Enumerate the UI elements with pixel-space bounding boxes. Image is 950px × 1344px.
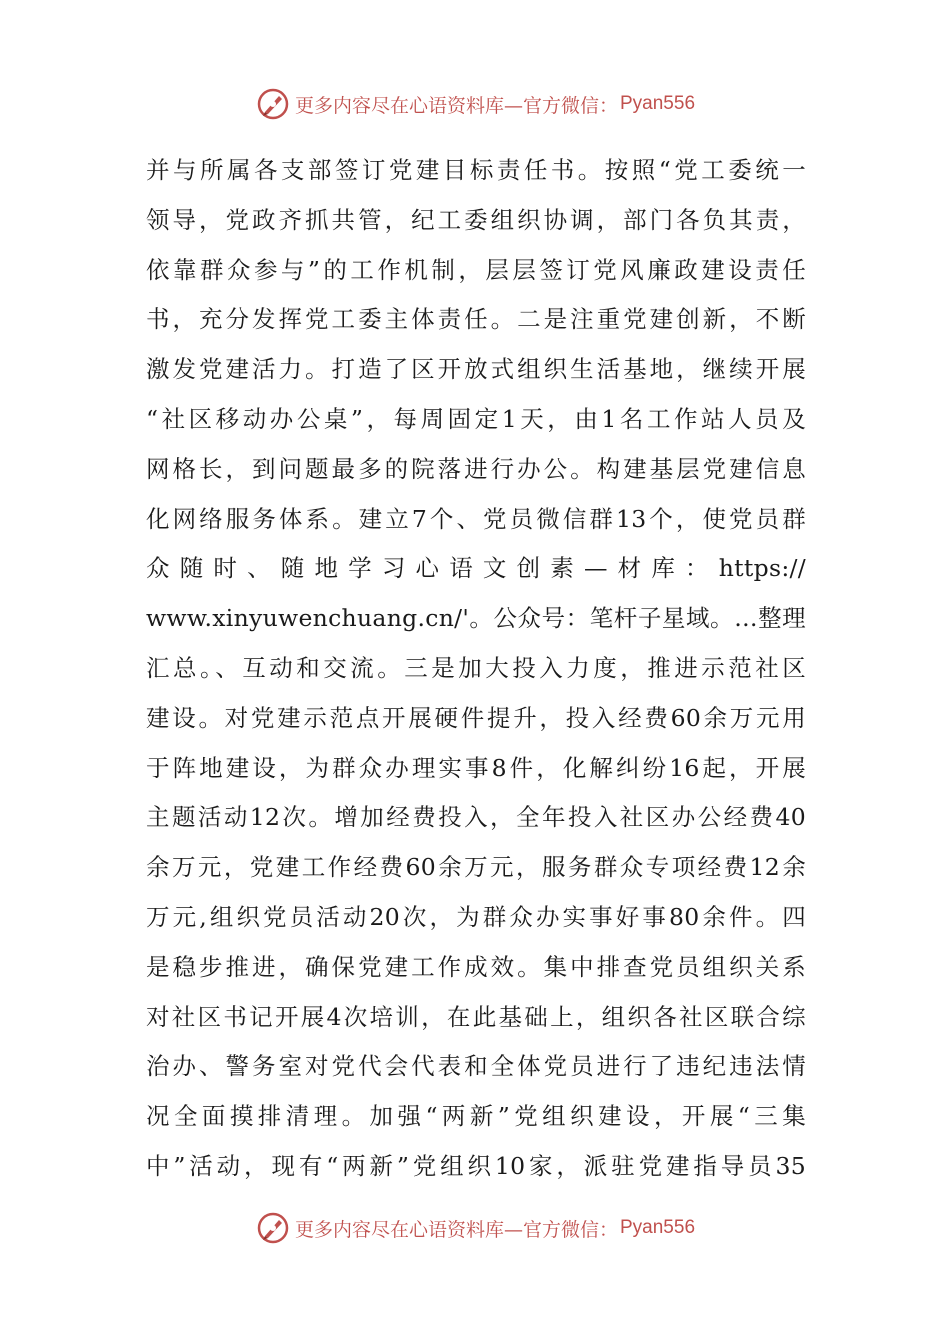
body-line: 中”活动，现有“两新”党组织10家，派驻党建指导员35 — [146, 1151, 806, 1180]
watermark-text: 更多内容尽在心语资料库—官方微信： — [294, 94, 618, 117]
pen-logo-icon — [255, 1210, 291, 1246]
body-line: 依靠群众参与”的工作机制，层层签订党风廉政建设责任 — [146, 255, 806, 284]
body-line: “社区移动办公桌”，每周固定1天，由1名工作站人员及 — [146, 404, 806, 433]
body-line: 余万元，党建工作经费60余万元，服务群众专项经费12余 — [146, 853, 806, 882]
body-line: 化网络服务体系。建立7个、党员微信群13个，使党员群 — [146, 504, 806, 533]
body-line: 是稳步推进，确保党建工作成效。集中排查党员组织关系 — [146, 952, 806, 981]
body-line: 汇总。、互动和交流。三是加大投入力度，推进示范社区 — [146, 653, 806, 682]
body-line: 建设。对党建示范点开展硬件提升，投入经费60余万元用 — [146, 703, 806, 732]
document-body — [146, 146, 806, 1192]
watermark-wechat-id: Pyan556 — [620, 93, 696, 114]
body-line: 众随时、随地学习心语文创素—材库：https:// — [146, 554, 806, 583]
body-line: 对社区书记开展4次培训，在此基础上，组织各社区联合综 — [146, 1002, 806, 1031]
header-watermark — [0, 84, 950, 124]
body-line: 领导，党政齐抓共管，纪工委组织协调，部门各负其责， — [146, 205, 806, 234]
body-line: www.xinyuwenchuang.cn/'。公众号：笔杆子星域。…整理 — [146, 604, 806, 633]
body-line: 于阵地建设，为群众办理实事8件，化解纠纷16起，开展 — [146, 753, 806, 782]
body-line: 激发党建活力。打造了区开放式组织生活基地，继续开展 — [146, 355, 806, 384]
body-line: 万元,组织党员活动20次，为群众办实事好事80余件。四 — [146, 902, 806, 931]
body-line: 况全面摸排清理。加强“两新”党组织建设，开展“三集 — [146, 1102, 806, 1131]
watermark-text: 更多内容尽在心语资料库—官方微信： — [294, 1218, 618, 1241]
watermark-wechat-id: Pyan556 — [620, 1217, 696, 1238]
body-line: 主题活动12次。增加经费投入，全年投入社区办公经费40 — [146, 803, 806, 832]
body-line: 治办、警务室对党代会代表和全体党员进行了违纪违法情 — [146, 1052, 806, 1081]
body-line: 网格长，到问题最多的院落进行办公。构建基层党建信息 — [146, 454, 806, 483]
body-line: 并与所属各支部签订党建目标责任书。按照“党工委统一 — [146, 156, 806, 184]
body-line: 书，充分发挥党工委主体责任。二是注重党建创新，不断 — [146, 305, 806, 334]
footer-watermark — [0, 1208, 950, 1248]
pen-logo-icon — [255, 86, 291, 122]
